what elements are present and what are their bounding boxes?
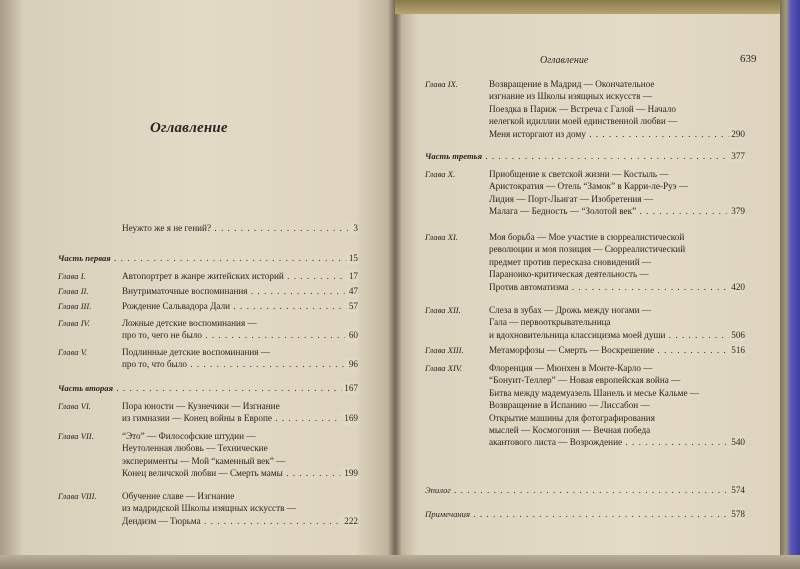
toc-entry-line: Рождение Сальвадора Дали . . . 57 (122, 300, 358, 312)
toc-page-number: 578 (725, 508, 745, 520)
toc-page-number: 222 (338, 515, 358, 527)
book-cover-edge (780, 0, 800, 569)
toc-chapter-label: Глава XIV. (425, 363, 463, 373)
toc-chapter-label: Глава IV. (58, 318, 90, 328)
toc-entry-line: Автопортрет в жанре житейских историй . . . 17 (122, 270, 358, 282)
book-bottom-edge (0, 555, 800, 569)
toc-entry-line: предмет против пересказа сновидений — (489, 256, 652, 267)
toc-entry-line: Возвращение в Испанию — Лиссабон — (489, 400, 650, 411)
toc-page-number: 169 (338, 412, 358, 424)
toc-entry-line (58, 252, 358, 264)
toc-chapter-label: Глава XII. (425, 305, 461, 315)
toc-entry-line: мыслей — Космогония — Вечная победа (489, 424, 651, 435)
toc-entry-line: Флоренция — Мюнхен в Монте-Карло — (489, 363, 653, 373)
running-head: Оглавление (540, 55, 589, 66)
toc-entry-line: из мадридской Школы изящных искусств — (122, 503, 296, 514)
page-title: Оглавление (150, 120, 228, 136)
toc-entry-line: Меня исторгают из дому . . . 290 (489, 128, 745, 140)
book-top-edge (395, 0, 800, 14)
toc-chapter-label: Глава I. (58, 271, 86, 281)
toc-entry-line: и вдохновительница классицизма моей души . . . 506 (489, 329, 745, 341)
toc-page-number: 290 (725, 128, 745, 140)
toc-page-number: 96 (343, 358, 358, 370)
toc-page-number: 574 (725, 484, 745, 496)
toc-entry-line: Возвращение в Мадрид — Окончательное (489, 79, 655, 89)
toc-entry-line: Лидия — Порт-Льигат — Изобретения — (489, 193, 654, 204)
toc-entry-line: Внутриматочные воспоминания . . . 47 (122, 285, 358, 297)
toc-entry-line: Неутоленная любовь — Технические (122, 443, 268, 454)
toc-entry-line: из гимназии — Конец войны в Европе . . . 169 (122, 412, 358, 424)
toc-entry-line: Ложные детские воспоминания — (122, 318, 257, 328)
toc-entry-line: акантового листа — Возрождение . . . 540 (489, 436, 745, 448)
toc-entry-line (58, 382, 358, 394)
toc-chapter-label: Глава VIII. (58, 491, 97, 501)
toc-page-number: 377 (725, 150, 745, 162)
toc-entry-line: Метаморфозы — Смерть — Воскрешение . . . 516 (489, 344, 745, 356)
toc-page-number: 15 (343, 252, 358, 264)
toc-entry-line: Пора юности — Кузнечики — Изгнание (122, 401, 280, 411)
toc-page-number: 167 (338, 382, 358, 394)
toc-page-number: 60 (343, 329, 358, 341)
toc-entry-line: Подлинные детские воспоминания — (122, 347, 271, 357)
toc-entry-line: Параноико-критическая деятельность — (489, 269, 649, 280)
toc-entry-line: Битва между мадемуазель Шанель и месье Кальме — (489, 387, 700, 398)
toc-entry-line: “Бонуит-Теллер” — Новая европейская война — (489, 375, 681, 386)
toc-section-label: Часть вторая (58, 383, 114, 393)
toc-chapter-label: Глава IX. (425, 79, 458, 89)
toc-entry-line (425, 508, 745, 520)
toc-section-label: Часть третья (425, 151, 483, 161)
toc-entry-line: эксперименты — Мой “каменный век” — (122, 455, 286, 466)
toc-section-label: Примечания (425, 509, 470, 519)
toc-entry-line: “Это” — Философские штудии — (122, 431, 256, 441)
toc-chapter-label: Глава V. (58, 347, 87, 357)
toc-entry-line: революции и моя позиция — Сюрреалистический (489, 244, 686, 255)
page-number: 639 (740, 53, 757, 65)
toc-page-number: 17 (343, 270, 358, 282)
toc-chapter-label: Глава VII. (58, 431, 94, 441)
toc-entry-line: Против автоматизма . . . 420 (489, 281, 745, 293)
toc-chapter-label: Глава VI. (58, 401, 91, 411)
toc-chapter-label: Глава II. (58, 286, 89, 296)
toc-entry-line: Гала — первооткрывательница (489, 317, 611, 328)
toc-page-number: 3 (347, 222, 358, 234)
toc-page-number: 420 (725, 281, 745, 293)
toc-section-label: Эпилог (425, 485, 451, 495)
toc-entry-line: Дендизм — Тюрьма . . . 222 (122, 515, 358, 527)
book-gutter (388, 0, 402, 569)
toc-chapter-label: Глава XI. (425, 232, 458, 242)
toc-entry-line: про то, что было . . . 96 (122, 358, 358, 370)
toc-entry-line (425, 484, 745, 496)
toc-entry-line: Открытие машины для фотографирования (489, 412, 655, 423)
toc-page-number: 540 (725, 436, 745, 448)
toc-entry-line: про то, чего не было . . . 60 (122, 329, 358, 341)
toc-page-number: 57 (343, 300, 358, 312)
toc-entry-line: Конец величской любви — Смерть мамы . . . 199 (122, 467, 358, 479)
toc-page-number: 379 (725, 205, 745, 217)
toc-page-number: 47 (343, 285, 358, 297)
toc-chapter-label: Глава XIII. (425, 345, 464, 355)
toc-chapter-label: Глава X. (425, 169, 456, 179)
toc-entry-line: Обучение славе — Изгнание (122, 491, 235, 501)
toc-entry-line: изгнание из Школы изящных искусств — (489, 91, 652, 102)
toc-entry-line: Малага — Бедность — “Золотой век” . . . 379 (489, 205, 745, 217)
toc-section-label: Часть первая (58, 253, 111, 263)
toc-page-number: 516 (725, 344, 745, 356)
toc-entry-line: Поездка в Париж — Встреча с Галой — Начало (489, 103, 676, 114)
toc-entry-line: Аристократия — Отель “Замок” в Карри-ле-Руэ — (489, 181, 689, 192)
toc-entry-line: Неужто же я не гений? . . . 3 (122, 222, 358, 234)
toc-entry-line: нелегкой идиллии моей единственной любви — (489, 116, 678, 127)
toc-page-number: 199 (338, 467, 358, 479)
toc-entry-line: Приобщение к светской жизни — Костыль — (489, 169, 669, 179)
toc-page-number: 506 (725, 329, 745, 341)
toc-entry-line: Моя борьба — Мое участие в сюрреалистической (489, 232, 685, 242)
toc-entry-line: Слеза в зубах — Дрожь между ногами — (489, 305, 652, 315)
toc-entry-line (425, 150, 745, 162)
toc-chapter-label: Глава III. (58, 301, 92, 311)
